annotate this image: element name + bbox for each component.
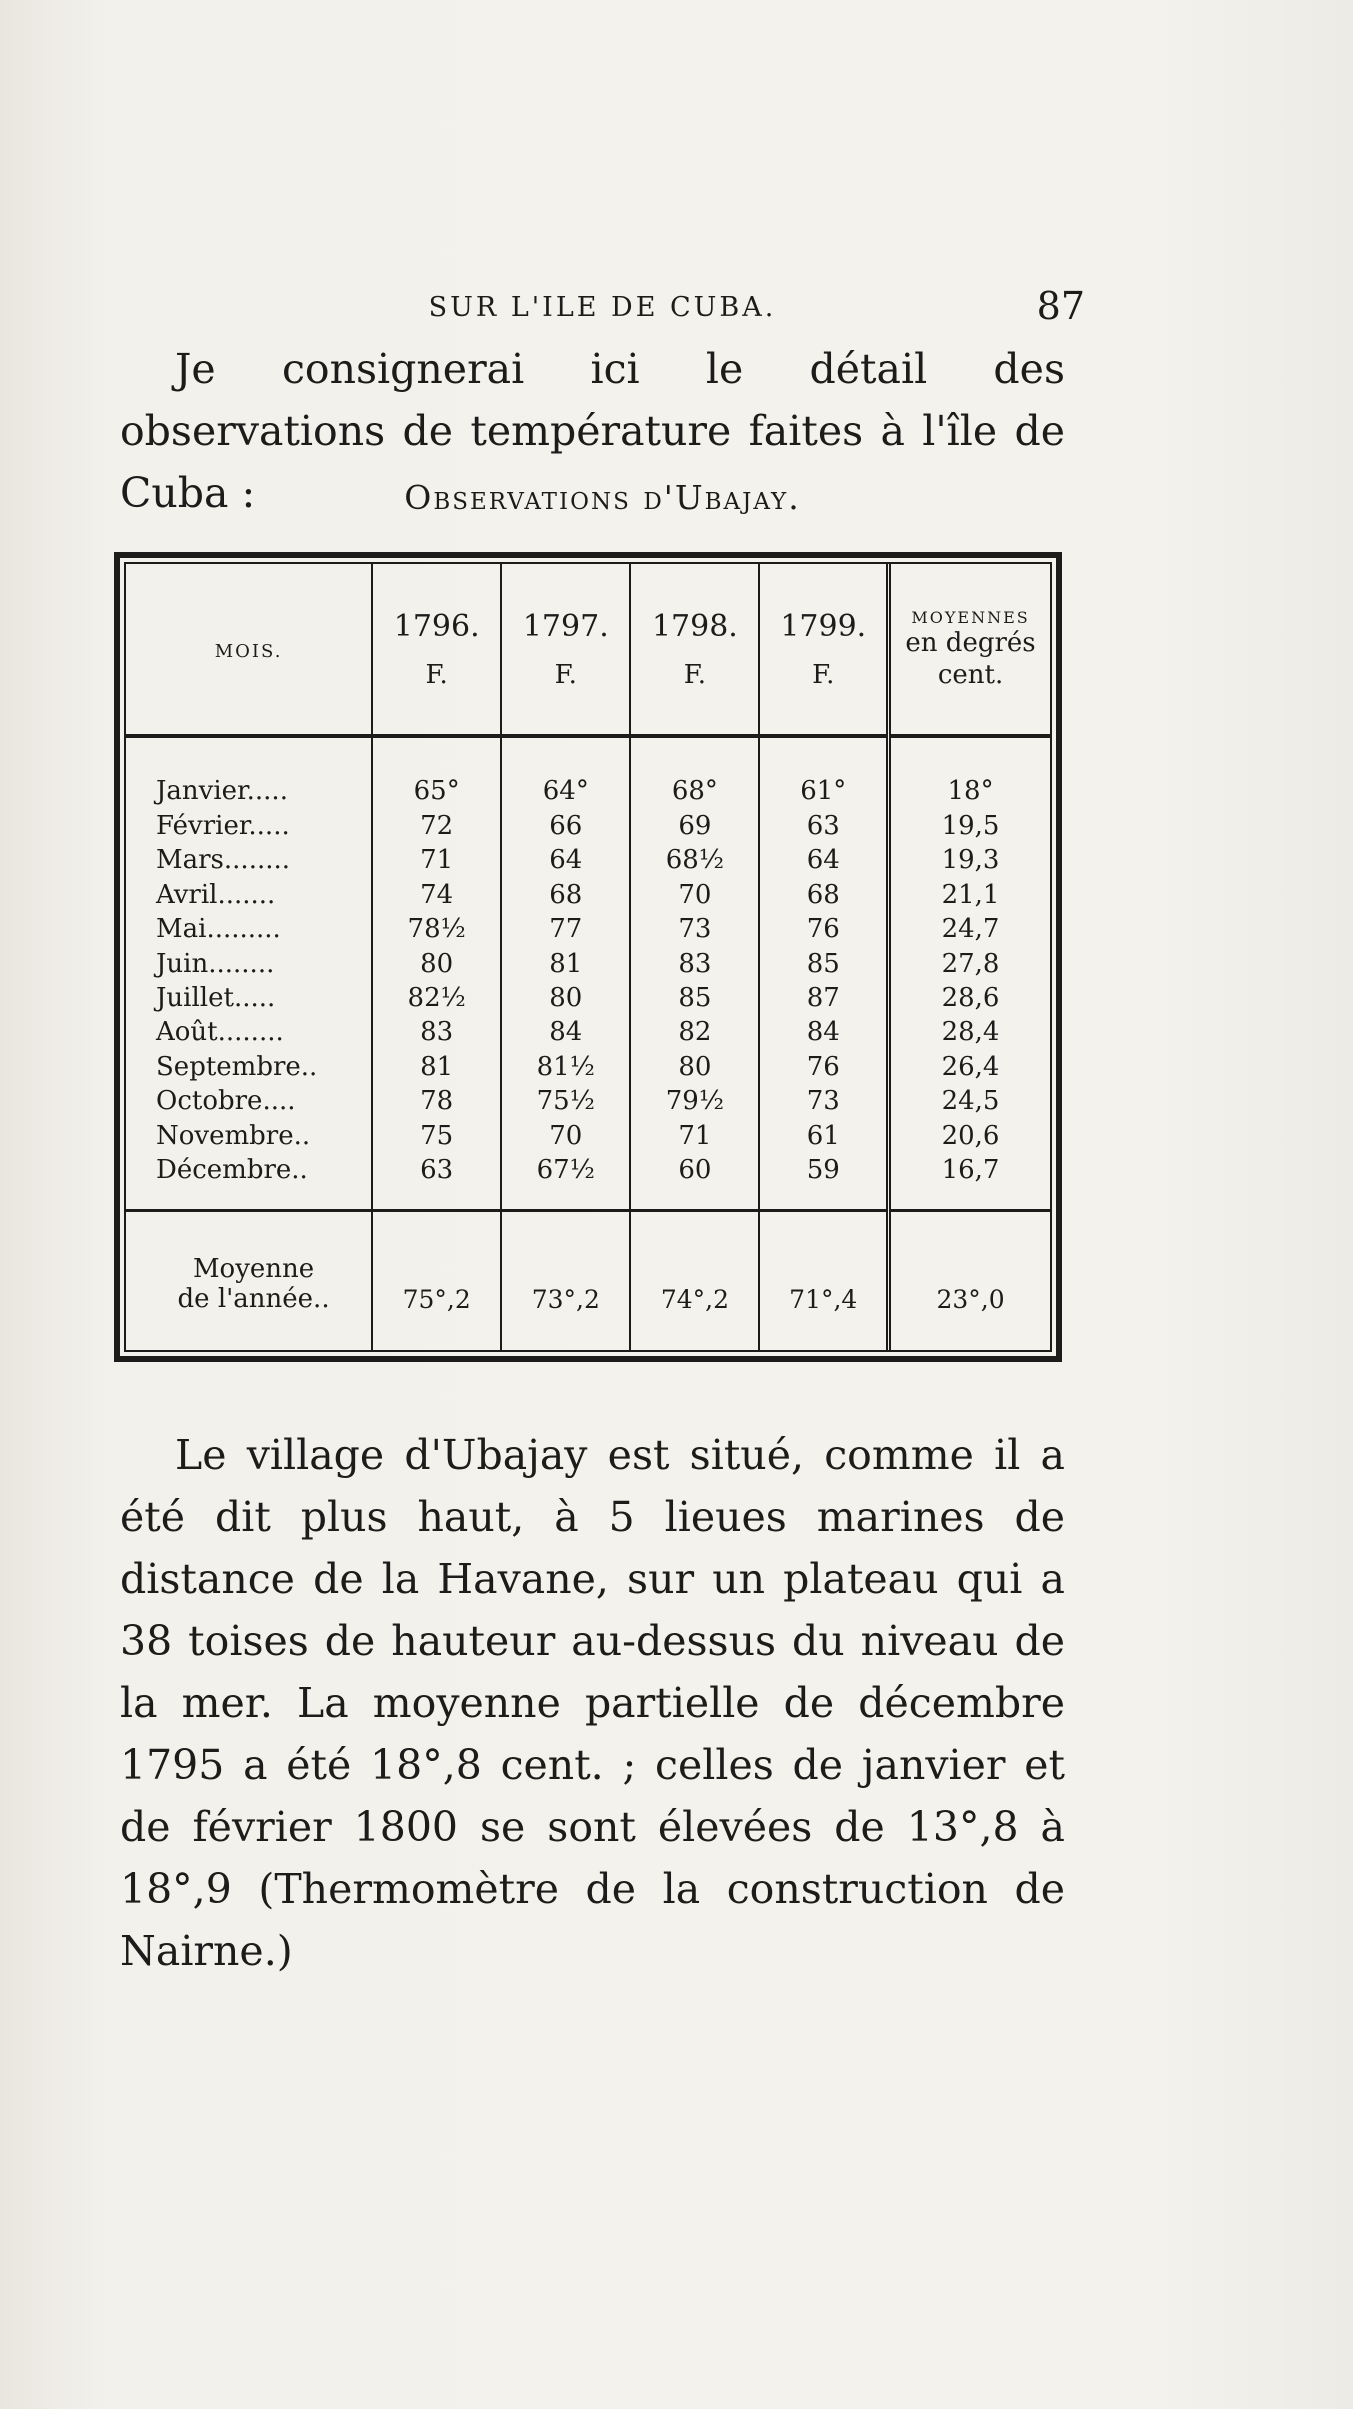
annual-value: 74°,2 [630, 1211, 759, 1350]
annual-value: 75°,2 [372, 1211, 501, 1350]
moyenne-value: 19,5 [889, 809, 1050, 843]
annual-value: 73°,2 [501, 1211, 630, 1350]
annual-moyenne: 23°,0 [889, 1211, 1050, 1350]
temperature-value: 68 [501, 878, 630, 912]
temperature-value: 78 [372, 1084, 501, 1118]
temperature-value: 83 [630, 946, 759, 980]
temperature-value: 64 [759, 843, 888, 877]
table-row [126, 1084, 1050, 1118]
temperature-value: 84 [759, 1015, 888, 1049]
header-unit-label: F. [554, 659, 577, 690]
table-caption: Observations d'Ubajay. [404, 478, 801, 517]
temperature-value: 81 [372, 1050, 501, 1084]
temperature-value: 66 [501, 809, 630, 843]
table-row [126, 843, 1050, 877]
temperature-value: 83 [372, 1015, 501, 1049]
table-row [126, 736, 1050, 809]
temperature-value: 76 [759, 1050, 888, 1084]
intro-paragraph: Je consignerai ici le détail des observations de température faites à l'île de Cuba : [120, 345, 1065, 517]
table-row [126, 878, 1050, 912]
annual-average-label [126, 1211, 372, 1350]
temperature-value: 63 [759, 809, 888, 843]
header-unit-label: F. [425, 659, 448, 690]
running-head-title: SUR L'ILE DE CUBA. [428, 292, 777, 323]
table-row [126, 1050, 1050, 1084]
temperature-value: 81 [501, 946, 630, 980]
running-head [120, 284, 1085, 332]
temperature-value: 67½ [501, 1153, 630, 1211]
temperature-value: 84 [501, 1015, 630, 1049]
temperature-value: 85 [630, 981, 759, 1015]
temperature-value: 64° [501, 736, 630, 809]
header-year [372, 564, 501, 736]
temperature-value: 74 [372, 878, 501, 912]
month-name: Octobre.... [126, 1084, 372, 1118]
temperature-value: 70 [501, 1118, 630, 1152]
table-row [126, 1118, 1050, 1152]
month-name: Avril....... [126, 878, 372, 912]
temperature-value: 73 [630, 912, 759, 946]
annual-average-section [126, 1211, 1050, 1350]
header-year-label: 1799. [780, 608, 867, 644]
month-rows [126, 736, 1050, 1211]
header-year-label: 1797. [522, 608, 609, 644]
header-year [759, 564, 888, 736]
temperature-value: 76 [759, 912, 888, 946]
header-unit-label: F. [812, 659, 835, 690]
moyenne-value: 20,6 [889, 1118, 1050, 1152]
temperature-value: 75½ [501, 1084, 630, 1118]
temperature-value: 69 [630, 809, 759, 843]
temperature-value: 68° [630, 736, 759, 809]
header-moyennes [889, 564, 1050, 736]
page-number: 87 [1036, 284, 1085, 328]
table-row [126, 946, 1050, 980]
table-row [126, 912, 1050, 946]
temperature-value: 68 [759, 878, 888, 912]
observations-table-inner [124, 562, 1052, 1352]
moyenne-value: 28,4 [889, 1015, 1050, 1049]
temperature-value: 68½ [630, 843, 759, 877]
moyenne-value: 21,1 [889, 878, 1050, 912]
body-paragraph-block [120, 1424, 1065, 1982]
moyenne-value: 27,8 [889, 946, 1050, 980]
annual-label-line1: Moyenne [192, 1254, 315, 1284]
observations-table [126, 564, 1050, 1350]
body-paragraph: Le village d'Ubajay est situé, comme il a été dit plus haut, à 5 lieues marines de distance de la Havane, sur un plateau qui a 38 toises de hauteur au-dessus du niveau de la mer. La moyenne partielle de décembre 1795 a été 18°,8 cent. ; celles de janvier et de février 1800 se sont élevées de 13°,8 à 18°,9 (Thermomètre de la construction de Nairne.) [120, 1431, 1065, 1975]
header-year-label: 1798. [651, 608, 738, 644]
temperature-value: 81½ [501, 1050, 630, 1084]
table-row [126, 1015, 1050, 1049]
month-name: Janvier..... [126, 736, 372, 809]
header-moyennes-unit: en degrés cent. [905, 627, 1036, 690]
temperature-value: 87 [759, 981, 888, 1015]
temperature-value: 71 [630, 1118, 759, 1152]
temperature-value: 71 [372, 843, 501, 877]
temperature-value: 82 [630, 1015, 759, 1049]
temperature-value: 80 [501, 981, 630, 1015]
temperature-value: 64 [501, 843, 630, 877]
temperature-value: 77 [501, 912, 630, 946]
temperature-value: 61° [759, 736, 888, 809]
moyenne-value: 26,4 [889, 1050, 1050, 1084]
month-name: Novembre.. [126, 1118, 372, 1152]
month-name: Décembre.. [126, 1153, 372, 1211]
temperature-value: 73 [759, 1084, 888, 1118]
temperature-value: 72 [372, 809, 501, 843]
table-row [126, 809, 1050, 843]
table-row [126, 1153, 1050, 1211]
moyenne-value: 18° [889, 736, 1050, 809]
annual-value: 71°,4 [759, 1211, 888, 1350]
header-mois-label: MOIS. [214, 641, 283, 662]
moyenne-value: 24,5 [889, 1084, 1050, 1118]
temperature-value: 65° [372, 736, 501, 809]
header-year-label: 1796. [393, 608, 480, 644]
temperature-value: 61 [759, 1118, 888, 1152]
month-name: Juillet..... [126, 981, 372, 1015]
month-name: Mars........ [126, 843, 372, 877]
month-name: Mai......... [126, 912, 372, 946]
temperature-value: 75 [372, 1118, 501, 1152]
header-year [630, 564, 759, 736]
observations-table-frame [114, 552, 1062, 1362]
temperature-value: 63 [372, 1153, 501, 1211]
moyenne-value: 28,6 [889, 981, 1050, 1015]
temperature-value: 82½ [372, 981, 501, 1015]
moyenne-value: 19,3 [889, 843, 1050, 877]
header-year [501, 564, 630, 736]
temperature-value: 78½ [372, 912, 501, 946]
table-row [126, 981, 1050, 1015]
month-name: Septembre.. [126, 1050, 372, 1084]
temperature-value: 60 [630, 1153, 759, 1211]
header-unit-label: F. [683, 659, 707, 690]
header-mois [126, 564, 372, 736]
temperature-value: 80 [630, 1050, 759, 1084]
table-header-row [126, 564, 1050, 736]
annual-label-line2: de l'année.. [177, 1284, 330, 1314]
month-name: Juin........ [126, 946, 372, 980]
moyenne-value: 16,7 [889, 1153, 1050, 1211]
temperature-value: 59 [759, 1153, 888, 1211]
temperature-value: 70 [630, 878, 759, 912]
temperature-value: 79½ [630, 1084, 759, 1118]
header-moyennes-label: MOYENNES [911, 607, 1030, 627]
temperature-value: 85 [759, 946, 888, 980]
month-name: Février..... [126, 809, 372, 843]
annual-average-row [126, 1211, 1050, 1350]
month-name: Août........ [126, 1015, 372, 1049]
moyenne-value: 24,7 [889, 912, 1050, 946]
temperature-value: 80 [372, 946, 501, 980]
